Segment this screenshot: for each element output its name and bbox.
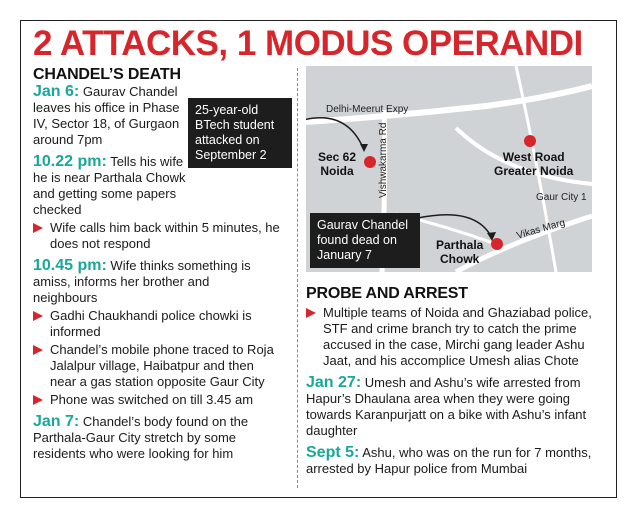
timeline-entry-jan27 (306, 375, 596, 439)
timeline-entry-1045pm (33, 258, 258, 306)
marker-west-road (524, 135, 536, 147)
arrow-bullet-icon (33, 345, 43, 355)
timeline-text: Gaurav Chandel leaves his office in Phase IV, Sector 18, of Gurgaon around 7pm (33, 84, 180, 147)
timeline-text: Wife thinks something is amiss, informs her brother and neighbours (33, 258, 251, 305)
callout-2-arrow (418, 215, 492, 238)
column-divider (297, 68, 298, 488)
label-gaur-city: Gaur City 1 (536, 192, 587, 203)
label-vishwakarma: Vishwakarma Rd (378, 122, 389, 198)
callout-1-arrowhead (360, 144, 368, 152)
timeline-entry-1022pm (33, 154, 193, 218)
place-sec62-noida: Sec 62 Noida (318, 150, 357, 178)
bullet-item: Phone was switched on till 3.45 am (33, 392, 283, 408)
bullet-item: Multiple teams of Noida and Ghaziabad police, STF and crime branch try to catch the prime accused in the case, Mirchi gang leader Ashu Jaat, and his accomplice Umesh alias Chote (306, 305, 596, 369)
timeline-entry-jan7 (33, 414, 255, 462)
bullet-item: Gadhi Chaukhandi police chowki is informed (33, 308, 273, 340)
marker-parthala (491, 238, 503, 250)
arrow-bullet-icon (306, 308, 316, 318)
timeline-time: Jan 6: (33, 83, 80, 100)
place-west-road: West Road Greater Noida (494, 150, 574, 178)
timeline-text: Umesh and Ashu’s wife arrested from Hapur’s Dhaulana area when they were going towards Karanpurjatt on a bike with Ashu’s infant daughter (306, 375, 587, 438)
timeline-entry-sept5 (306, 445, 596, 477)
callout-btech-student: 25-year-old BTech student attacked on September 2 (188, 98, 292, 168)
timeline-time: Jan 27: (306, 374, 362, 391)
arrow-bullet-icon (33, 395, 43, 405)
marker-sec62 (364, 156, 376, 168)
timeline-text: Tells his wife he is near Parthala Chowk and getting some papers checked (33, 154, 186, 217)
timeline-text: Ashu, who was on the run for 7 months, arrested by Hapur police from Mumbai (306, 445, 592, 476)
timeline-text: Chandel’s body found on the Parthala-Gaur City stretch by some residents who were looking for him (33, 414, 249, 461)
timeline-time: Jan 7: (33, 413, 80, 430)
timeline-time: 10.45 pm: (33, 257, 107, 274)
place-parthala-chowk: Parthala Chowk (436, 238, 484, 266)
timeline-entry-jan6 (33, 84, 193, 148)
timeline-time: Sept 5: (306, 444, 360, 461)
arrow-bullet-icon (33, 223, 43, 233)
label-delhi-meerut: Delhi-Meerut Expy (326, 104, 409, 115)
section-title-chandels-death: CHANDEL’S DEATH (33, 66, 181, 83)
headline: 2 ATTACKS, 1 MODUS OPERANDI (33, 24, 583, 63)
bullet-item: Chandel’s mobile phone traced to Roja Jalalpur village, Haibatpur and then near a gas station opposite Gaur City (33, 342, 283, 390)
section-title-probe-arrest: PROBE AND ARREST (306, 285, 468, 302)
timeline-time: 10.22 pm: (33, 153, 107, 170)
bullet-item: Wife calls him back within 5 minutes, he does not respond (33, 220, 283, 252)
probe-arrest-column (306, 285, 596, 477)
callout-gaurav-chandel: Gaurav Chandel found dead on January 7 (310, 213, 420, 268)
label-vikas-marg: Vikas Marg (515, 217, 567, 242)
arrow-bullet-icon (33, 311, 43, 321)
